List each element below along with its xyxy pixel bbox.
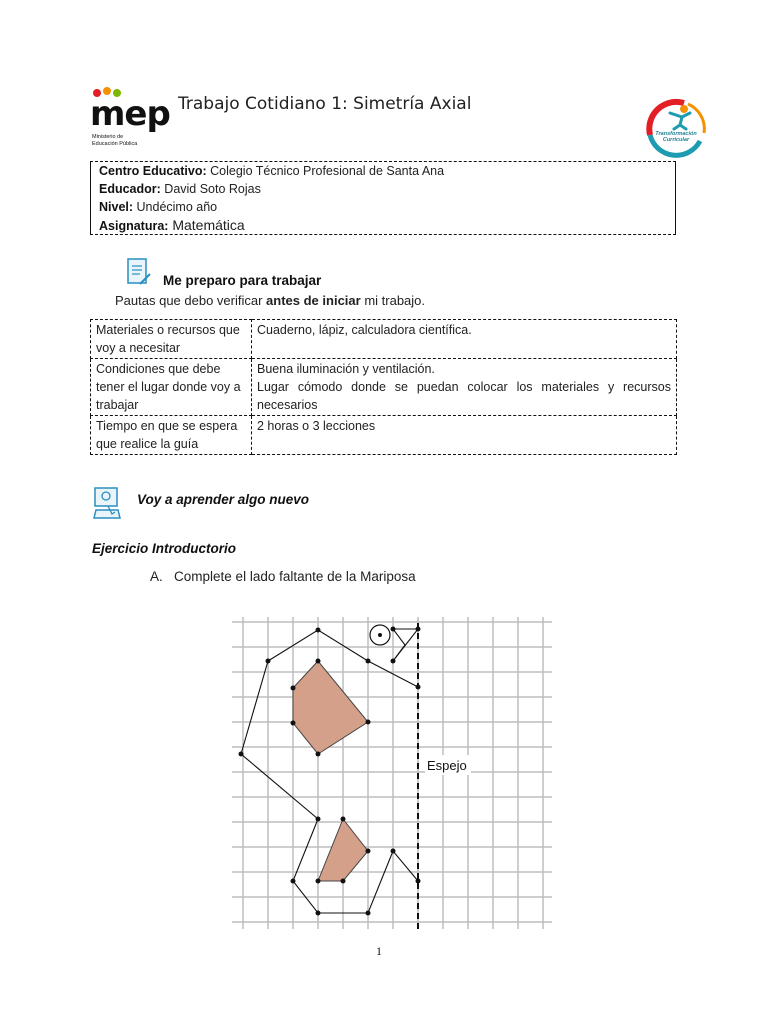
prep-intro-after: mi trabajo. — [360, 293, 426, 308]
educador-value: David Soto Rojas — [160, 182, 261, 196]
table-cell-value: Cuaderno, lápiz, calculadora científica. — [252, 320, 677, 359]
asignatura-label: Asignatura: — [99, 219, 169, 233]
curricular-logo-icon — [640, 95, 712, 161]
prep-intro-bold: antes de iniciar — [266, 293, 361, 308]
exercise-item — [150, 569, 416, 584]
page-number: 1 — [376, 944, 382, 958]
curricular-logo-line1: Transformación — [655, 131, 697, 137]
table-row — [91, 320, 677, 359]
prep-section-title: Me preparo para trabajar — [163, 273, 322, 288]
butterfly-antenna — [393, 629, 418, 661]
mep-logo — [90, 94, 170, 152]
upper-wing-shape — [293, 661, 368, 754]
asignatura-value: Matemática — [168, 217, 245, 233]
centro-label: Centro Educativo: — [99, 164, 207, 178]
exercise-title: Ejercicio Introductorio — [92, 541, 237, 556]
table-cell-value — [252, 359, 677, 416]
document-title: Trabajo Cotidiano 1: Simetría Axial — [178, 94, 472, 114]
table-cell-value-line2: Lugar cómodo donde se puedan colocar los materiales y recursos necesarios — [257, 380, 671, 412]
prep-table — [90, 319, 677, 455]
butterfly-grid-figure — [232, 617, 552, 929]
table-cell-value: 2 horas o 3 lecciones — [252, 416, 677, 455]
centro-educativo-row — [99, 164, 444, 178]
learning-icon — [92, 486, 122, 520]
educador-label: Educador: — [99, 182, 161, 196]
learn-section-title: Voy a aprender algo nuevo — [137, 492, 310, 507]
logo-subtitle-line1: Ministerio de — [92, 134, 124, 140]
checklist-icon — [126, 257, 152, 287]
mirror-label: Espejo — [427, 758, 467, 773]
table-cell-label: Materiales o recursos que voy a necesitar — [91, 320, 252, 359]
curricular-logo-line2: Curricular — [662, 137, 690, 143]
curricular-logo-label — [648, 131, 704, 143]
logo-subtitle — [92, 134, 137, 147]
logo-subtitle-line2: Educación Pública — [92, 140, 138, 147]
exercise-item-marker: A. — [150, 569, 163, 584]
table-cell-label: Condiciones que debe tener el lugar donde voy a trabajar — [91, 359, 252, 416]
asignatura-row — [99, 217, 245, 233]
nivel-value: Undécimo año — [133, 200, 218, 214]
table-cell-value-line1: Buena iluminación y ventilación. — [257, 362, 435, 376]
centro-value: Colegio Técnico Profesional de Santa Ana — [206, 164, 445, 178]
table-row — [91, 416, 677, 455]
table-row — [91, 359, 677, 416]
prep-intro — [115, 293, 425, 308]
prep-intro-before: Pautas que debo verificar — [115, 293, 267, 308]
exercise-item-text: Complete el lado faltante de la Mariposa — [174, 569, 416, 584]
grid-lines — [232, 617, 552, 929]
school-info-box — [90, 161, 676, 235]
nivel-label: Nivel: — [99, 200, 134, 214]
educador-row — [99, 182, 261, 196]
logo-word: mep — [90, 94, 170, 134]
nivel-row — [99, 200, 217, 214]
table-cell-label: Tiempo en que se espera que realice la guía — [91, 416, 252, 455]
transformacion-curricular-logo — [640, 95, 712, 161]
